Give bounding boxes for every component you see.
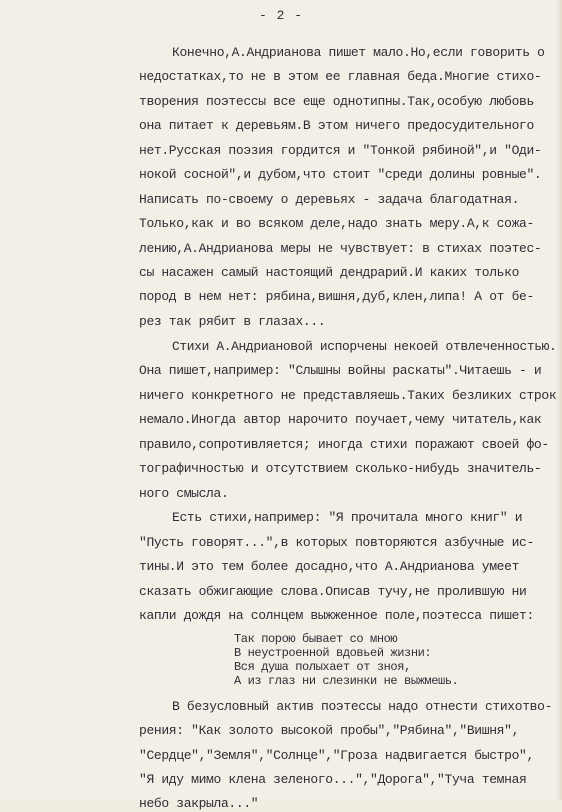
text-line: рез так рябит в глазах... xyxy=(139,314,326,329)
text-line: "Пусть говорят...",в которых повторяются азбучные ис- xyxy=(139,535,534,550)
text-line: она питает к деревьям.В этом ничего предосудительного xyxy=(139,118,534,133)
text-line: "Я иду мимо клена зеленого...","Дорога","Туча темная xyxy=(139,772,527,787)
text-line: Конечно,А.Андрианова пишет мало.Но,если говорить о xyxy=(172,45,545,60)
text-line: тины.И это тем более досадно,что А.Андрианова умеет xyxy=(139,559,520,574)
poem-line: В неустроенной вдовьей жизни: xyxy=(234,646,432,660)
text-line: рения: "Как золото высокой пробы","Рябина","Вишня", xyxy=(139,723,520,738)
text-line: правило,сопротивляется; иногда стихи поражают своей фо- xyxy=(139,437,549,452)
text-line: нет.Русская поэзия гордится и "Тонкой рябиной",и "Оди- xyxy=(139,143,542,158)
text-line: В безусловный актив поэтессы надо отнести стихотво- xyxy=(172,699,553,714)
text-line: ного смысла. xyxy=(139,486,229,501)
text-line: ничего конкретного не представляешь.Таких безликих строк xyxy=(139,388,557,403)
page-number: - 2 - xyxy=(258,8,303,23)
text-line: Только,как и во всяком деле,надо знать меру.А,к сожа- xyxy=(139,216,534,231)
text-line: пород в нем нет: рябина,вишня,дуб,клен,липа! А от бе- xyxy=(139,289,534,304)
page-edge-shadow xyxy=(556,0,562,800)
poem-line: Вся душа полыхает от зноя, xyxy=(234,660,411,674)
text-line: капли дождя на солнцем выжженное поле,поэтесса пишет: xyxy=(139,608,534,623)
text-line: лению,А.Андрианова меры не чувствует: в стихах поэтес- xyxy=(139,241,542,256)
text-line: Написать по-своему о деревьях - задача благодатная. xyxy=(139,192,520,207)
text-line: Она пишет,например: "Слышны войны раскаты".Читаешь - и xyxy=(139,363,542,378)
poem-line: Так порою бывает со мною xyxy=(234,632,398,646)
text-line: немало.Иногда автор нарочито поучает,чему читатель,как xyxy=(139,412,542,427)
text-line: недостатках,то не в этом ее главная беда.Многие стихо- xyxy=(139,69,542,84)
text-line: творения поэтессы все еще однотипны.Так,особую любовь xyxy=(139,94,534,109)
text-line: сказать обжигающие слова.Описав тучу,не пролившую ни xyxy=(139,584,527,599)
text-line: Стихи А.Андриановой испорчены некоей отвлеченностью. xyxy=(172,339,557,354)
text-line: сы насажен самый настоящий дендрарий.И каких только xyxy=(139,265,520,280)
text-line: небо закрыла..." xyxy=(139,796,259,811)
text-line: Есть стихи,например: "Я прочитала много книг" и xyxy=(172,510,523,525)
text-line: нокой сосной",и дубом,что стоит "среди долины ровные". xyxy=(139,167,542,182)
poem-line: А из глаз ни слезинки не выжмешь. xyxy=(234,674,459,688)
text-line: тографичностью и отсутствием сколько-нибудь значитель- xyxy=(139,461,542,476)
text-line: "Сердце","Земля","Солнце","Гроза надвигается быстро", xyxy=(139,748,534,763)
